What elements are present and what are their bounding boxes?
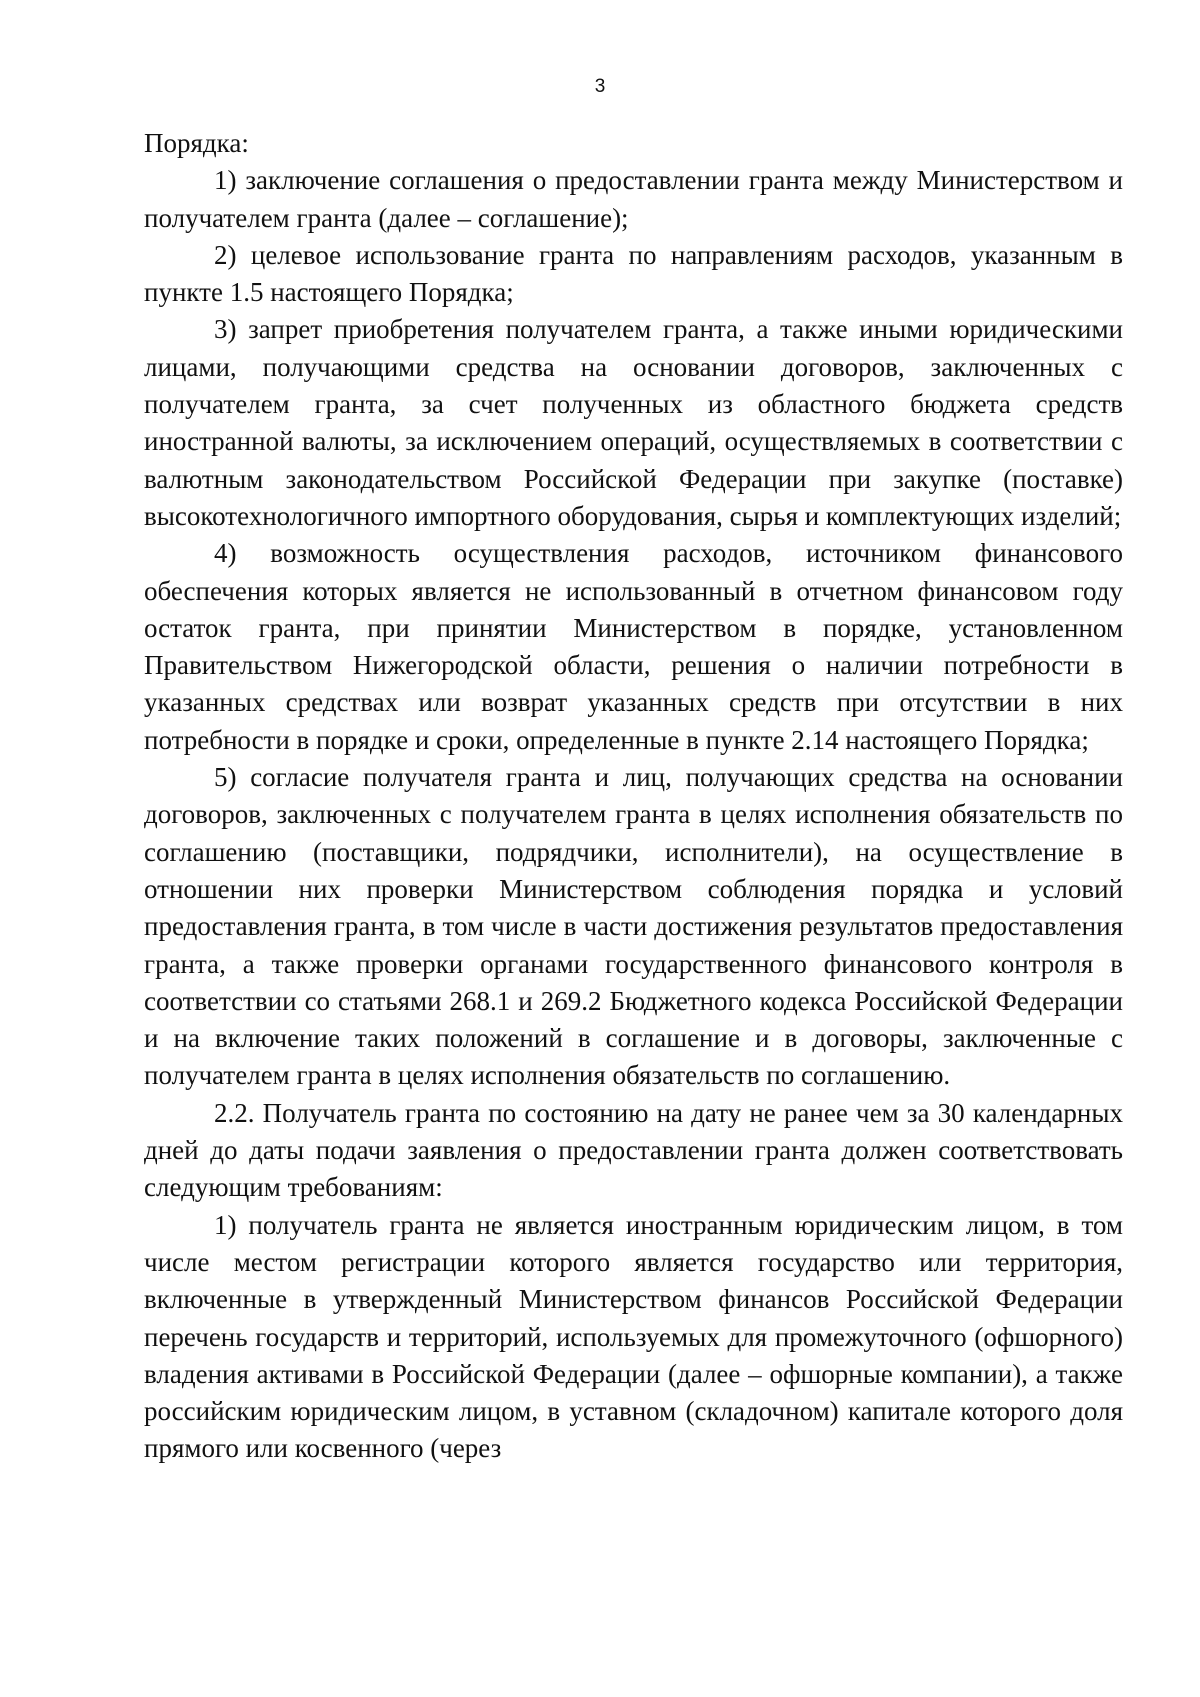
paragraph-item-5: 5) согласие получателя гранта и лиц, получающих средства на основании договоров, заключенных с получателем гранта в целях исполнения обязательств по соглашению (поставщики, подрядчики, исполнители), на осуществление в отношении них проверки Министерством соблюдения порядка и условий предоставления гранта, в том числе в части достижения результатов предоставления гранта, а также проверки органами государственного финансового контроля в соответствии со статьями 268.1 и 269.2 Бюджетного кодекса Российской Федерации и на включение таких положений в соглашение и в договоры, заключенные с получателем гранта в целях исполнения обязательств по соглашению.	[144, 762, 1123, 1091]
paragraph-item-2: 2) целевое использование гранта по направлениям расходов, указанным в пункте 1.5 настоящего Порядка;	[144, 239, 1123, 308]
paragraph-section-2-2: 2.2. Получатель гранта по состоянию на дату не ранее чем за 30 календарных дней до даты подачи заявления о предоставлении гранта должен соответствовать следующим требованиям:	[144, 1097, 1123, 1203]
paragraph-item-4: 4) возможность осуществления расходов, источником финансового обеспечения которых является не использованный в отчетном финансовом году остаток гранта, при принятии Министерством в порядке, установленном Правительством Нижегородской области, решения о наличии потребности в указанных средствах или возврат указанных средств при отсутствии в них потребности в порядке и сроки, определенные в пункте 2.14 настоящего Порядка;	[144, 538, 1123, 755]
paragraph-requirement-1: 1) получатель гранта не является иностранным юридическим лицом, в том числе местом регистрации которого является государство или территория, включенные в утвержденный Министерством финансов Российской Федерации перечень государств и территорий, используемых для промежуточного (офшорного) владения активами в Российской Федерации (далее – офшорные компании), а также российским юридическим лицом, в уставном (складочном) капитале которого доля прямого или косвенного (через	[144, 1209, 1123, 1464]
page-number: 3	[594, 76, 606, 97]
paragraph-item-3: 3) запрет приобретения получателем гранта, а также иными юридическими лицами, получающими средства на основании договоров, заключенных с получателем гранта, за счет полученных из областного бюджета средств иностранной валюты, за исключением операций, осуществляемых в соответствии с валютным законодательством Российской Федерации при закупке (поставке) высокотехнологичного импортного оборудования, сырья и комплектующих изделий;	[144, 314, 1123, 531]
paragraph-continuation: Порядка:	[144, 128, 249, 158]
document-body	[144, 125, 1123, 1468]
paragraph-item-1: 1) заключение соглашения о предоставлении гранта между Министерством и получателем гранта (далее – соглашение);	[144, 165, 1123, 233]
